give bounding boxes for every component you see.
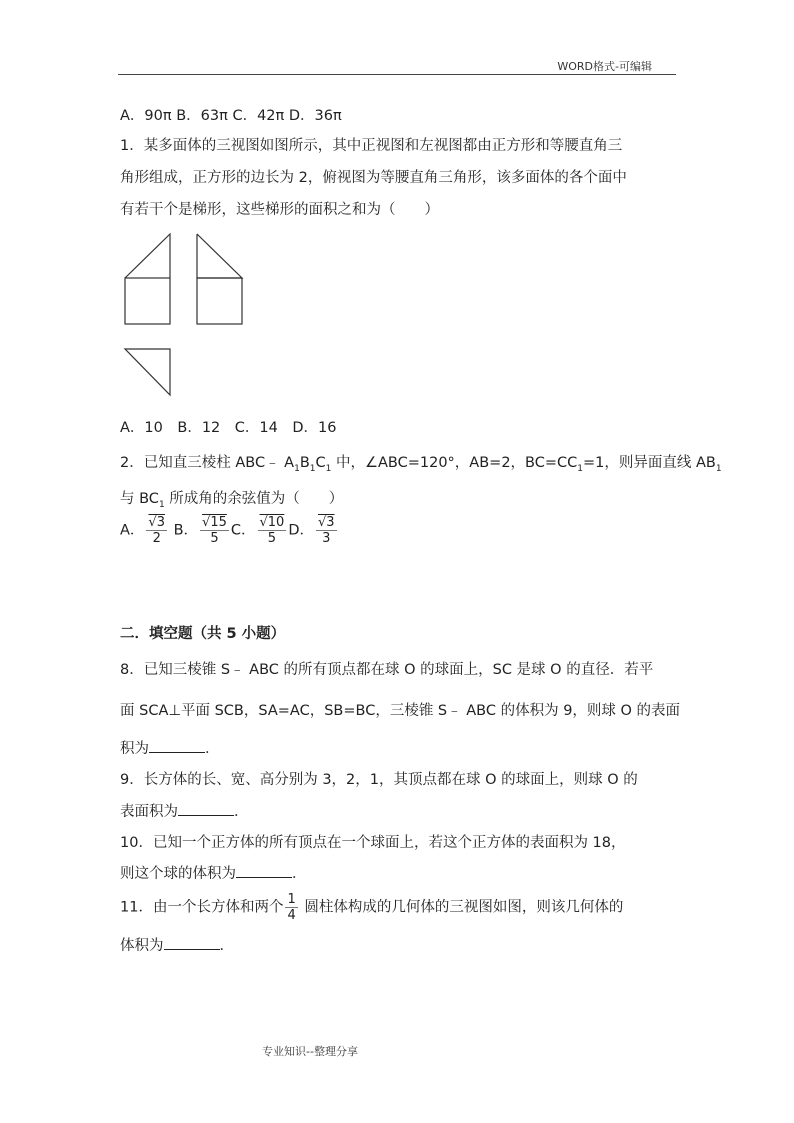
q11-text: 体积为	[120, 938, 164, 954]
q10-text: 则这个球的体积为	[120, 866, 236, 882]
q2-line-2	[120, 487, 343, 510]
q11-end: ．	[219, 938, 234, 954]
answer-blank[interactable]	[236, 865, 292, 878]
previous-question-options: A．90π B．63π C．42π D．36π	[120, 108, 342, 124]
q2-text-g: 所成角的余弦值为（ ）	[164, 491, 344, 507]
q1-line-2: 角形组成，正方形的边长为 2，俯视图为等腰直角三角形，该多面体的各个面中	[120, 170, 627, 186]
section-title: 二．填空题（共 5 小题）	[120, 626, 286, 642]
q2-text-a: 2．已知直三棱柱 ABC﹣ A	[120, 455, 295, 471]
header-rule	[118, 74, 676, 75]
side-view-square	[197, 278, 242, 324]
q8-text: 积为	[120, 741, 149, 757]
side-view-figure	[192, 230, 247, 330]
q2-sub: 1	[577, 463, 584, 474]
page-footer: 专业知识--整理分享	[262, 1045, 358, 1058]
answer-blank[interactable]	[164, 937, 220, 950]
q10-line-1: 10．已知一个正方体的所有顶点在一个球面上，若这个正方体的表面积为 18，	[120, 835, 626, 851]
fraction-denominator: 4	[287, 908, 296, 923]
q2-options	[120, 516, 339, 545]
fraction-numerator: √3	[148, 515, 165, 530]
q11-text-b: 圆柱体构成的几何体的三视图如图，则该几何体的	[299, 899, 624, 916]
q2-sub: 1	[325, 463, 332, 474]
q2-sub: 1	[158, 499, 165, 510]
q2-option-d-label: D．	[288, 522, 314, 539]
q2-option-a-label: A．	[120, 522, 145, 539]
q2-text-f: 与 BC	[120, 491, 159, 507]
side-view-triangle	[197, 234, 242, 278]
fraction-numerator: √3	[318, 515, 335, 530]
q1-line-1: 1．某多面体的三视图如图所示，其中正视图和左视图都由正方形和等腰直角三	[120, 138, 623, 154]
fraction-denominator: 2	[152, 531, 161, 546]
q2-line-1	[120, 451, 722, 474]
q2-sub: 1	[294, 463, 300, 474]
q2-text-c: C	[315, 455, 326, 471]
q9-end: ．	[234, 804, 249, 820]
front-view-triangle	[125, 234, 170, 278]
q2-text-e: =1，则异面直线 AB	[583, 455, 716, 471]
q11-line-2	[120, 934, 234, 955]
q1-line-3: 有若干个是梯形，这些梯形的面积之和为（ ）	[120, 202, 439, 218]
q2-option-b-label: B．	[173, 522, 199, 539]
fraction-denominator: 5	[267, 531, 277, 546]
front-view-square	[125, 278, 170, 324]
fraction-numerator: √15	[202, 515, 227, 530]
q2-option-c-label: C．	[230, 522, 256, 539]
q1-options: A．10 B．12 C．14 D．16	[120, 420, 337, 436]
q8-line-2: 面 SCA⊥平面 SCB，SA=AC，SB=BC，三棱锥 S﹣ ABC 的体积为 9，则球 O 的表面	[120, 703, 681, 719]
fraction-numerator: 1	[287, 892, 296, 907]
q2-option-a-fraction	[146, 516, 167, 545]
q2-text-b: B	[299, 455, 310, 471]
q10-line-2	[120, 862, 307, 883]
q2-option-b-fraction	[200, 516, 229, 545]
q9-line-1: 9．长方体的长、宽、高分别为 3，2，1，其顶点都在球 O 的球面上，则球 O 的	[120, 772, 638, 788]
fraction-denominator: 5	[210, 531, 219, 546]
q11-fraction	[285, 893, 297, 922]
answer-blank[interactable]	[149, 740, 205, 753]
q2-option-c-fraction	[258, 516, 287, 545]
q2-sub: 1	[309, 463, 316, 474]
q2-option-d-fraction	[316, 516, 337, 545]
front-view-figure	[120, 230, 175, 330]
q11-text-a: 11．由一个长方体和两个	[120, 899, 284, 916]
q2-text-d: 中，∠ABC=120°，AB=2，BC=CC	[331, 455, 578, 471]
q11-line-1	[120, 893, 623, 922]
answer-blank[interactable]	[178, 803, 234, 816]
q8-end: ．	[205, 741, 220, 757]
q8-line-3	[120, 737, 220, 758]
q2-sub: 1	[715, 463, 722, 474]
q8-line-1: 8．已知三棱锥 S﹣ ABC 的所有顶点都在球 O 的球面上，SC 是球 O 的直径．若平	[120, 662, 654, 678]
top-view-figure	[120, 345, 175, 400]
fraction-numerator: √10	[259, 515, 285, 530]
page-header: WORD格式-可编辑	[557, 60, 652, 73]
q10-end: ．	[292, 866, 307, 882]
q9-line-2	[120, 800, 249, 821]
top-view-triangle	[125, 349, 170, 395]
q9-text: 表面积为	[120, 804, 178, 820]
fraction-denominator: 3	[322, 531, 331, 546]
